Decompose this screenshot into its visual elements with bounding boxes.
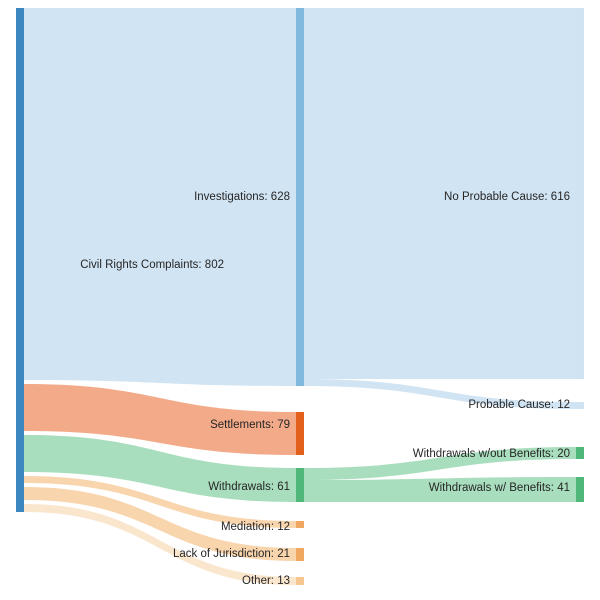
- node-label-withdrawals-w-benefits: Withdrawals w/ Benefits: 41: [428, 482, 570, 494]
- node-no-probable-cause[interactable]: [576, 8, 584, 379]
- node-label-withdrawals-wout-benefits: Withdrawals w/out Benefits: 20: [412, 448, 570, 460]
- node-label-probable-cause: Probable Cause: 12: [468, 399, 570, 411]
- node-probable-cause[interactable]: [576, 402, 584, 409]
- node-lack-of-jurisdiction[interactable]: [296, 548, 304, 561]
- node-withdrawals-wout-benefits[interactable]: [576, 447, 584, 459]
- node-label-civil-rights-complaints: Civil Rights Complaints: 802: [80, 259, 224, 271]
- node-label-investigations: Investigations: 628: [194, 191, 290, 203]
- node-withdrawals-w-benefits[interactable]: [576, 477, 584, 502]
- node-mediation[interactable]: [296, 521, 304, 528]
- node-label-lack-of-jurisdiction: Lack of Jurisdiction: 21: [173, 548, 290, 560]
- node-label-no-probable-cause: No Probable Cause: 616: [444, 191, 570, 203]
- node-label-settlements: Settlements: 79: [210, 419, 290, 431]
- node-label-withdrawals: Withdrawals: 61: [208, 481, 290, 493]
- link-complaints-to-other: [24, 504, 296, 585]
- node-label-other: Other: 13: [242, 575, 290, 587]
- node-label-mediation: Mediation: 12: [220, 521, 290, 533]
- node-other[interactable]: [296, 577, 304, 585]
